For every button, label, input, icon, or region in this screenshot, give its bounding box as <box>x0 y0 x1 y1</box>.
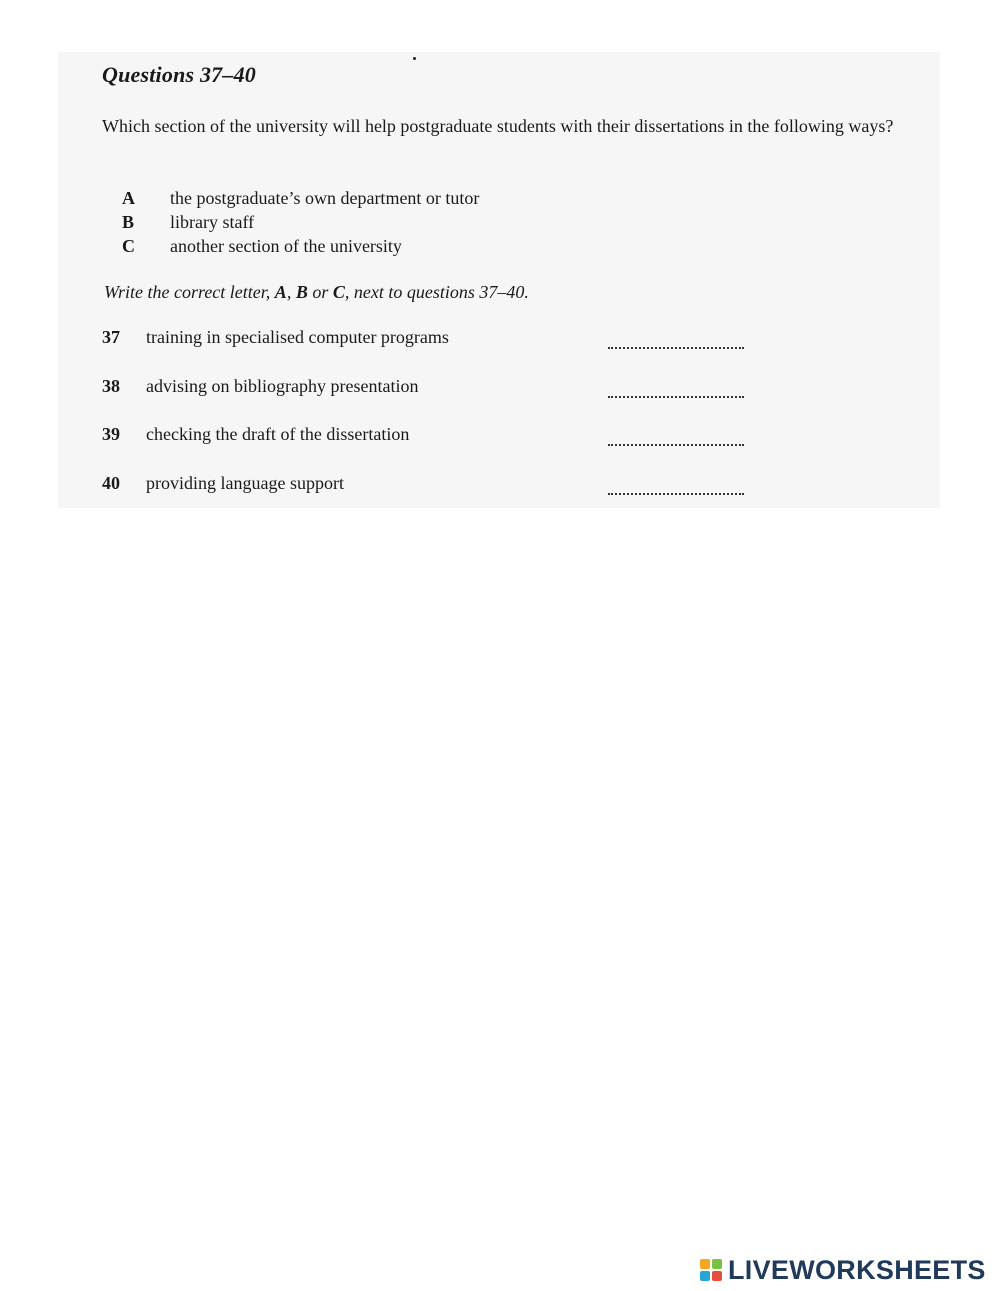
option-text: the postgraduate’s own department or tutor <box>170 187 480 208</box>
question-row-38 <box>102 376 762 425</box>
option-c <box>122 234 479 258</box>
logo-square <box>700 1259 710 1269</box>
option-letter: A <box>122 187 135 208</box>
question-text: providing language support <box>146 472 344 493</box>
answer-blank-39[interactable] <box>608 430 744 446</box>
question-number: 38 <box>102 375 120 396</box>
question-row-39 <box>102 424 762 473</box>
question-row-40 <box>102 473 762 522</box>
logo-wordmark: LIVEWORKSHEETS <box>728 1254 986 1285</box>
question-text: checking the draft of the dissertation <box>146 424 410 444</box>
question-number: 39 <box>102 424 120 444</box>
question-number: 37 <box>102 327 120 347</box>
logo-square <box>712 1259 722 1269</box>
instruction-text: Write the correct letter, A, B or C, next to questions 37–40. <box>104 282 529 302</box>
option-text: another section of the university <box>170 235 402 256</box>
question-text: training in specialised computer programs <box>146 327 449 347</box>
option-a <box>122 186 479 210</box>
question-text: advising on bibliography presentation <box>146 375 419 396</box>
answer-blank-38[interactable] <box>608 382 744 398</box>
logo-square <box>700 1271 710 1281</box>
scan-speck <box>413 57 416 60</box>
section-heading: Questions 37–40 <box>102 62 256 87</box>
answer-blank-37[interactable] <box>608 333 744 349</box>
liveworksheets-logo[interactable] <box>700 1256 986 1284</box>
question-list <box>102 327 762 521</box>
question-row-37 <box>102 327 762 376</box>
option-letter: B <box>122 211 135 232</box>
answer-options <box>122 186 479 258</box>
question-number: 40 <box>102 472 120 493</box>
option-letter: C <box>122 235 135 256</box>
option-text: library staff <box>170 211 255 232</box>
question-intro: Which section of the university will help postgraduate students with their dissertations in the following ways? <box>102 116 894 136</box>
answer-blank-40[interactable] <box>608 479 744 495</box>
option-b <box>122 210 479 234</box>
logo-square <box>712 1271 722 1281</box>
liveworksheets-logo-icon <box>700 1259 722 1281</box>
